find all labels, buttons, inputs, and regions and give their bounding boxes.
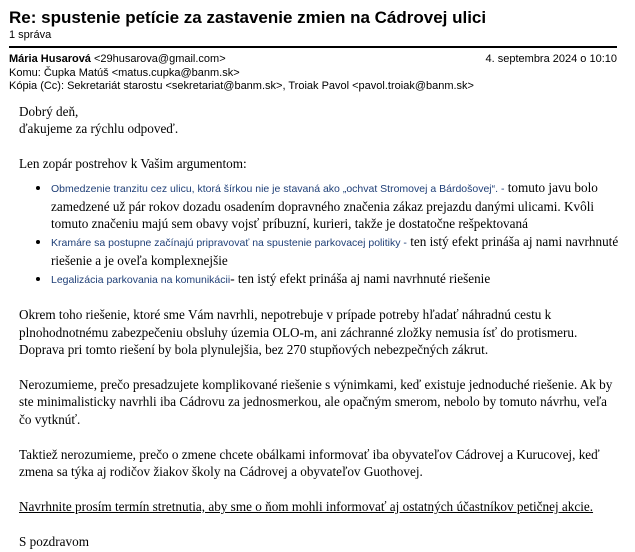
list-item [51,233,619,270]
sender-email[interactable]: <29husarova@gmail.com> [94,53,226,65]
sender-name: Mária Husarová [9,53,91,65]
email-subject: Re: spustenie petície za zastavenie zmien na Cádrovej ulici [9,8,487,27]
quoted-argument: Kramáre sa postupne začínajú pripravovať na spustenie parkovacej politiky - [51,236,407,249]
header-divider [9,46,617,48]
intro-line: Len zopár postrehov k Vašim argumentom: [19,156,247,172]
quoted-argument: Obmedzenie tranzitu cez ulicu, ktorá šírkou nie je stavaná ako „ochvat Stromovej a Bárdošovej“. - [51,182,505,195]
greeting: Dobrý deň, [19,104,79,119]
closing: S pozdravom [19,533,89,549]
quoted-argument: Legalizácia parkovania na komunikácii [51,273,231,286]
paragraph-envelopes: Taktiež nerozumieme, prečo o zmene chcete obálkami informovať iba obyvateľov Cádrovej a Kurucovej, keď zmena sa týka aj rodičov žiakov školy na Cádrovej a obyvateľov Guothovej. [19,446,600,480]
meeting-request: Navrhnite prosím termín stretnutia, aby sme o ňom mohli informovať aj ostatných účastníkov petičnej akcie. [19,498,594,514]
paragraph-olo: Okrem toho riešenie, ktoré sme Vám navrhli, nepotrebuje v prípade potreby hľadať náhradnú cestu k plnohodnotnému zabezpečeniu obsluhy územia OLO-m, ani záchranné zložky nemusia ísť do protismeru. Doprava pri tomto riešení by bola plynulejšia, bez 270 stupňových nebezpečných zákrut. [19,307,578,358]
paragraph-exceptions: Nerozumieme, prečo presadzujete komplikované riešenie s výnimkami, keď existuje jednoduché riešenie. Ak by ste minimalisticky navrhli iba Cádrovu za jednosmerkou, ale opačným smerom, nebolo by tomuto návrhu, veľa čo vytknúť. [19,377,613,427]
argument-reply: ten istý efekt prináša aj nami navrhnuté riešenie a je oveľa komplexnejšie [51,233,619,269]
argument-reply: tomuto javu bolo zamedzené už pár rokov dozadu osadením dopravného značenia zákaz prejazdu danými ulicami. Kvôli tomuto značeniu majú sem obavy vojsť príbuzní, kurieri, takže je dostatočne rešpektovaná [51,179,598,232]
argument-reply: - ten istý efekt prináša aj nami navrhnuté riešenie [230,270,491,286]
list-item [51,179,619,233]
thanks-line: ďakujeme za rýchlu odpoveď. [19,121,179,137]
to-line: Komu: Čupka Matúš <matus.cupka@banm.sk> [9,67,240,79]
message-count: 1 správa [9,29,52,41]
sender-line [9,53,617,66]
list-item [51,270,619,289]
argument-list [19,179,619,289]
message-body [19,103,619,550]
sent-date: 4. septembra 2024 o 10:10 [485,53,617,65]
cc-line: Kópia (Cc): Sekretariát starostu <sekretariat@banm.sk>, Troiak Pavol <pavol.troiak@banm.sk> [9,80,474,92]
